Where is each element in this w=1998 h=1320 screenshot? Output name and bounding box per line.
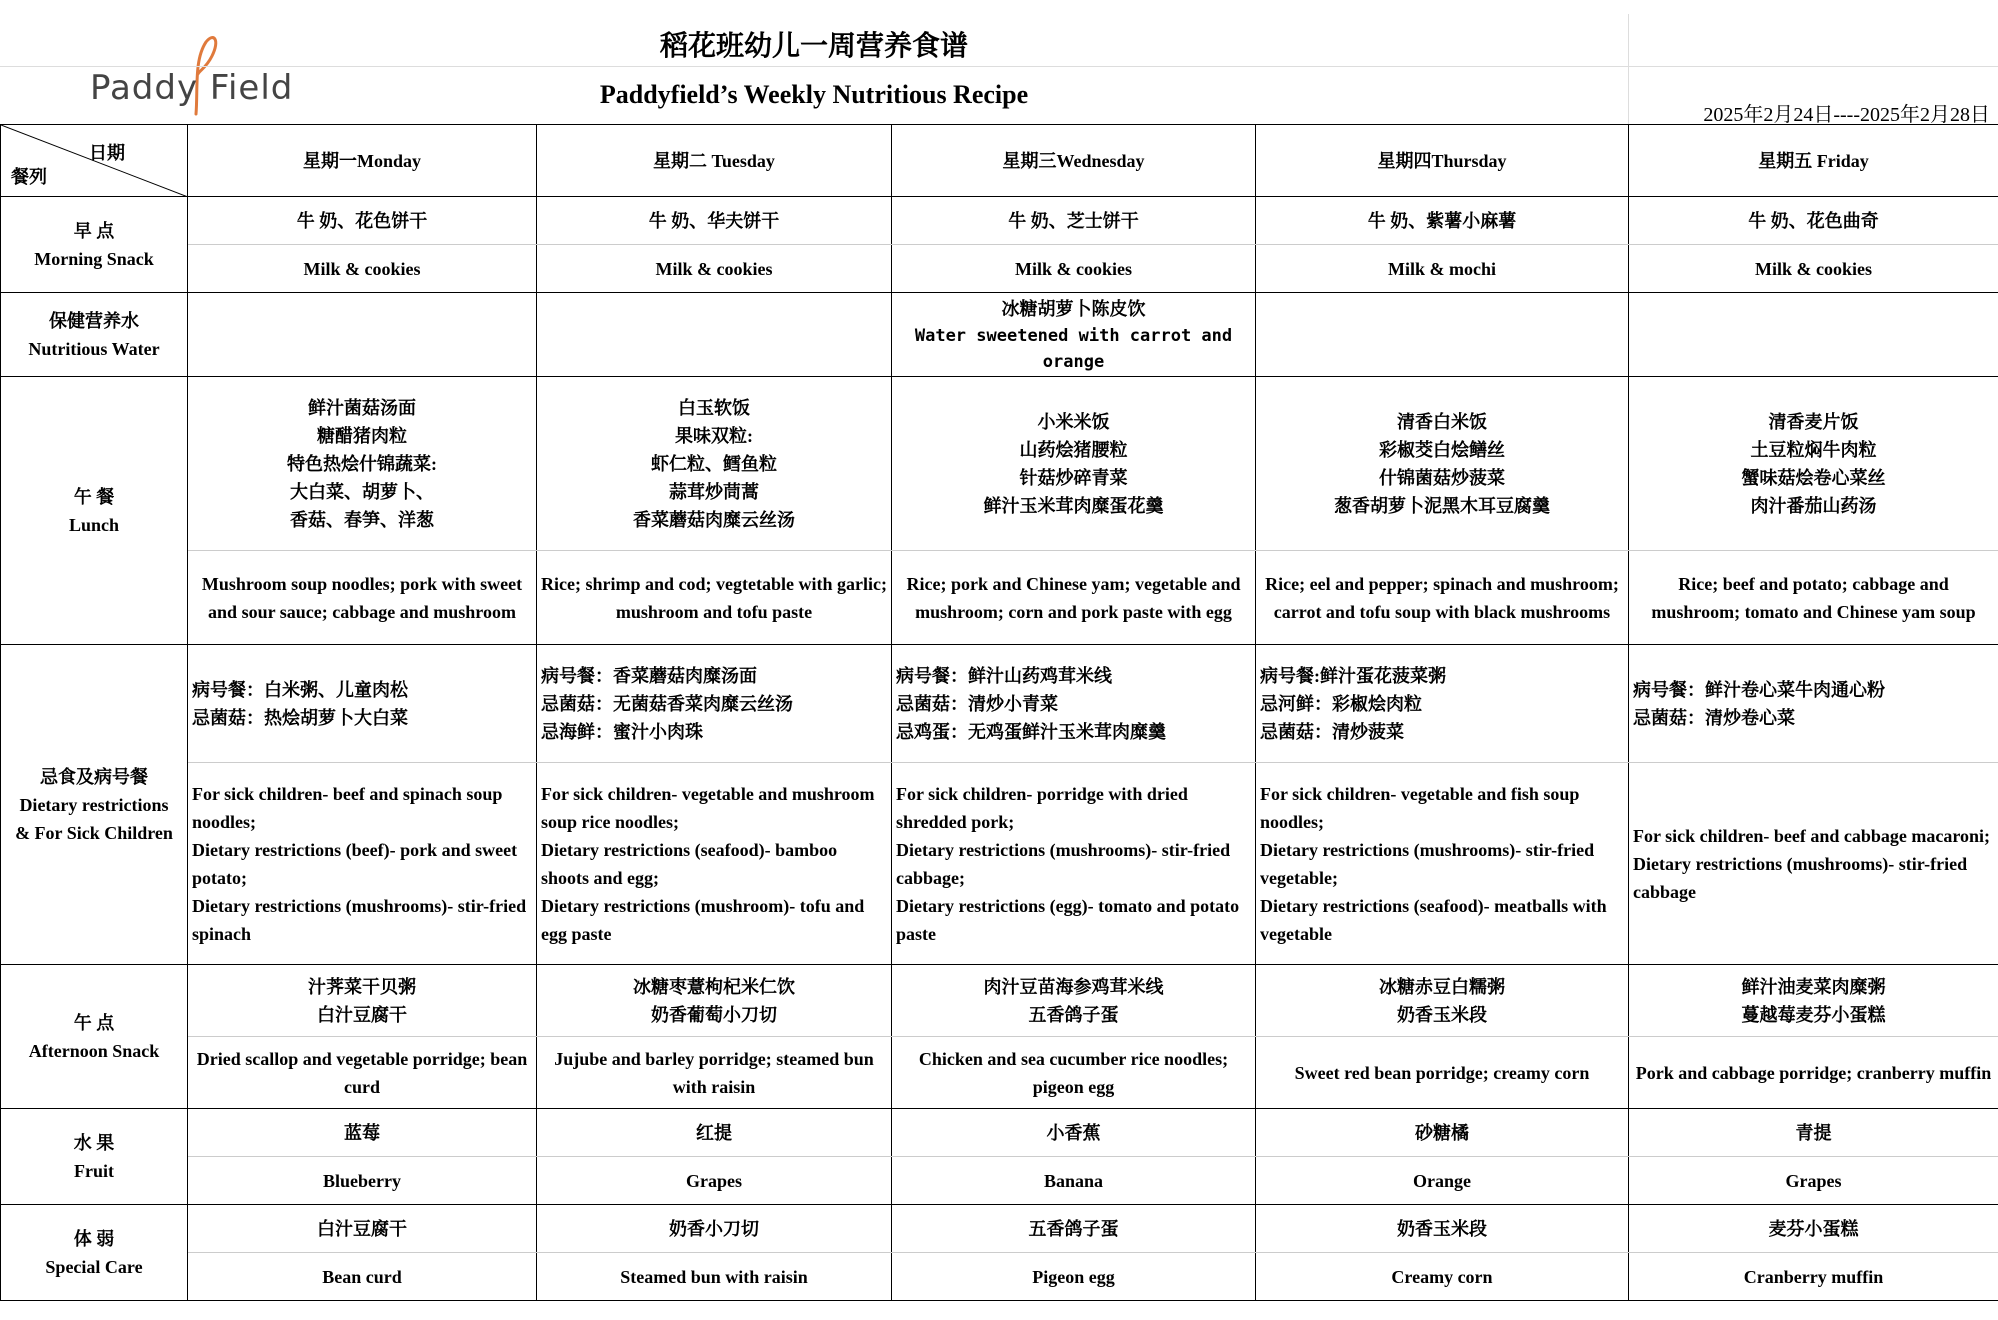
menu-cell: 冰糖枣薏枸杞米仁饮 奶香葡萄小刀切 [537,965,892,1037]
menu-cell: 青提 [1629,1109,1998,1157]
date-range: 2025年2月24日----2025年2月28日 [1703,104,1990,126]
menu-cell: Banana [892,1157,1256,1205]
lunch-row-en [1,551,1998,645]
menu-cell: For sick children- vegetable and fish soup noodles; Dietary restrictions (mushrooms)- stir-fried vegetable; Dietary restrictions (seafood)- meatballs with vegetable [1256,763,1629,965]
menu-cell: 五香鸽子蛋 [892,1205,1256,1253]
row-label-afternoon-snack: 午 点 Afternoon Snack [1,965,188,1109]
menu-cell: Orange [1256,1157,1629,1205]
menu-cell: 牛 奶、紫薯小麻薯 [1256,197,1629,245]
menu-cell: Sweet red bean porridge; creamy corn [1256,1037,1629,1109]
menu-cell: Grapes [537,1157,892,1205]
menu-cell: 白汁豆腐干 [188,1205,537,1253]
menu-cell: 奶香玉米段 [1256,1205,1629,1253]
morning-snack-row-en [1,245,1998,293]
menu-cell: 小米米饭 山药烩猪腰粒 针菇炒碎青菜 鲜汁玉米茸肉糜蛋花羹 [892,377,1256,551]
menu-cell: 奶香小刀切 [537,1205,892,1253]
menu-cell: 白玉软饭 果味双粒: 虾仁粒、鳕鱼粒 蒜茸炒茼蒿 香菜蘑菇肉糜云丝汤 [537,377,892,551]
menu-cell: Milk & mochi [1256,245,1629,293]
menu-cell: 牛 奶、花色饼干 [188,197,537,245]
menu-cell: For sick children- beef and cabbage macaroni; Dietary restrictions (mushrooms)- stir-fried cabbage [1629,763,1998,965]
menu-cell: Dried scallop and vegetable porridge; bean curd [188,1037,537,1109]
menu-cell: For sick children- porridge with dried shredded pork; Dietary restrictions (mushrooms)- stir-fried cabbage; Dietary restrictions (egg)- tomato and potato paste [892,763,1256,965]
menu-cell: Rice; beef and potato; cabbage and mushroom; tomato and Chinese yam soup [1629,551,1998,645]
day-header-friday: 星期五 Friday [1629,125,1998,197]
corner-date-label: 日期 [89,143,125,163]
header-divider [0,66,1998,67]
menu-cell: Chicken and sea cucumber rice noodles; pigeon egg [892,1037,1256,1109]
menu-cell: 鲜汁油麦菜肉糜粥 蔓越莓麦芬小蛋糕 [1629,965,1998,1037]
page-title-cn: 稻花班幼儿一周营养食谱 [659,31,968,62]
row-label-fruit: 水 果 Fruit [1,1109,188,1205]
menu-cell: 小香蕉 [892,1109,1256,1157]
row-label-dietary: 忌食及病号餐 Dietary restrictions & For Sick Children [1,645,188,965]
menu-cell: 麦芬小蛋糕 [1629,1205,1998,1253]
menu-cell: Cranberry muffin [1629,1253,1998,1301]
menu-cell: 肉汁豆苗海参鸡茸米线 五香鸽子蛋 [892,965,1256,1037]
menu-cell: Creamy corn [1256,1253,1629,1301]
menu-cell: 冰糖胡萝卜陈皮饮 Water sweetened with carrot and orange [892,293,1256,377]
row-label-lunch: 午 餐 Lunch [1,377,188,645]
fruit-row-cn [1,1109,1998,1157]
special-care-row-cn [1,1205,1998,1253]
menu-cell: 砂糖橘 [1256,1109,1629,1157]
menu-cell: Steamed bun with raisin [537,1253,892,1301]
menu-cell: Jujube and barley porridge; steamed bun with raisin [537,1037,892,1109]
dietary-row-en [1,763,1998,965]
fruit-row-en [1,1157,1998,1205]
header-divider-vertical [1628,14,1629,124]
menu-cell: 红提 [537,1109,892,1157]
menu-cell: Rice; pork and Chinese yam; vegetable and mushroom; corn and pork paste with egg [892,551,1256,645]
menu-cell: 牛 奶、芝士饼干 [892,197,1256,245]
page-title-en: Paddyfield’s Weekly Nutritious Recipe [599,80,1029,109]
menu-cell-empty [537,293,892,377]
menu-cell: 病号餐:鲜汁蛋花菠菜粥 忌河鲜：彩椒烩肉粒 忌菌菇：清炒菠菜 [1256,645,1629,763]
menu-cell: Bean curd [188,1253,537,1301]
menu-cell: 牛 奶、花色曲奇 [1629,197,1998,245]
menu-cell: Milk & cookies [537,245,892,293]
menu-cell-empty [1256,293,1629,377]
special-care-row-en [1,1253,1998,1301]
menu-cell: Mushroom soup noodles; pork with sweet and sour sauce; cabbage and mushroom [188,551,537,645]
afternoon-snack-row-cn [1,965,1998,1037]
corner-cell [1,125,188,197]
menu-cell: Grapes [1629,1157,1998,1205]
day-header-thursday: 星期四Thursday [1256,125,1629,197]
afternoon-snack-row-en [1,1037,1998,1109]
menu-cell: 清香白米饭 彩椒茭白烩鳝丝 什锦菌菇炒菠菜 葱香胡萝卜泥黑木耳豆腐羹 [1256,377,1629,551]
menu-cell: 牛 奶、华夫饼干 [537,197,892,245]
lunch-row-cn [1,377,1998,551]
menu-cell: For sick children- beef and spinach soup noodles; Dietary restrictions (beef)- pork and sweet potato; Dietary restrictions (mushrooms)- stir-fried spinach [188,763,537,965]
menu-cell: 汁荠菜干贝粥 白汁豆腐干 [188,965,537,1037]
menu-cell: 病号餐：白米粥、儿童肉松 忌菌菇：热烩胡萝卜大白菜 [188,645,537,763]
menu-cell: Pigeon egg [892,1253,1256,1301]
menu-cell: 冰糖赤豆白糯粥 奶香玉米段 [1256,965,1629,1037]
menu-cell-empty [1629,293,1998,377]
menu-cell-empty [188,293,537,377]
morning-snack-row-cn [1,197,1998,245]
menu-cell: Rice; shrimp and cod; vegtetable with garlic; mushroom and tofu paste [537,551,892,645]
menu-cell: 清香麦片饭 土豆粒焖牛肉粒 蟹味菇烩卷心菜丝 肉汁番茄山药汤 [1629,377,1998,551]
menu-cell: 病号餐：鲜汁山药鸡茸米线 忌菌菇：清炒小青菜 忌鸡蛋：无鸡蛋鲜汁玉米茸肉糜羹 [892,645,1256,763]
menu-cell: 病号餐：香菜蘑菇肉糜汤面 忌菌菇：无菌菇香菜肉糜云丝汤 忌海鲜：蜜汁小肉珠 [537,645,892,763]
menu-cell: 病号餐：鲜汁卷心菜牛肉通心粉 忌菌菇：清炒卷心菜 [1629,645,1998,763]
row-label-water: 保健营养水 Nutritious Water [1,293,188,377]
row-label-morning-snack: 早 点 Morning Snack [1,197,188,293]
menu-cell: Milk & cookies [188,245,537,293]
menu-cell: Milk & cookies [892,245,1256,293]
dietary-row-cn [1,645,1998,763]
menu-cell: 鲜汁菌菇汤面 糖醋猪肉粒 特色热烩什锦蔬菜: 大白菜、胡萝卜、 香菇、春笋、洋葱 [188,377,537,551]
menu-cell: Pork and cabbage porridge; cranberry muffin [1629,1037,1998,1109]
row-label-special-care: 体 弱 Special Care [1,1205,188,1301]
day-header-wednesday: 星期三Wednesday [892,125,1256,197]
day-header-row [1,125,1998,197]
menu-cell: Milk & cookies [1629,245,1998,293]
menu-cell: Rice; eel and pepper; spinach and mushroom; carrot and tofu soup with black mushrooms [1256,551,1629,645]
water-row [1,293,1998,377]
menu-cell: 蓝莓 [188,1109,537,1157]
logo-text: Paddy Field [90,68,294,108]
weekly-menu-table [0,124,1998,1301]
menu-cell: For sick children- vegetable and mushroom soup rice noodles; Dietary restrictions (seafood)- bamboo shoots and egg; Dietary restrictions (mushroom)- tofu and egg paste [537,763,892,965]
menu-cell: Blueberry [188,1157,537,1205]
corner-meal-label: 餐列 [11,167,47,187]
day-header-monday: 星期一Monday [188,125,537,197]
day-header-tuesday: 星期二 Tuesday [537,125,892,197]
